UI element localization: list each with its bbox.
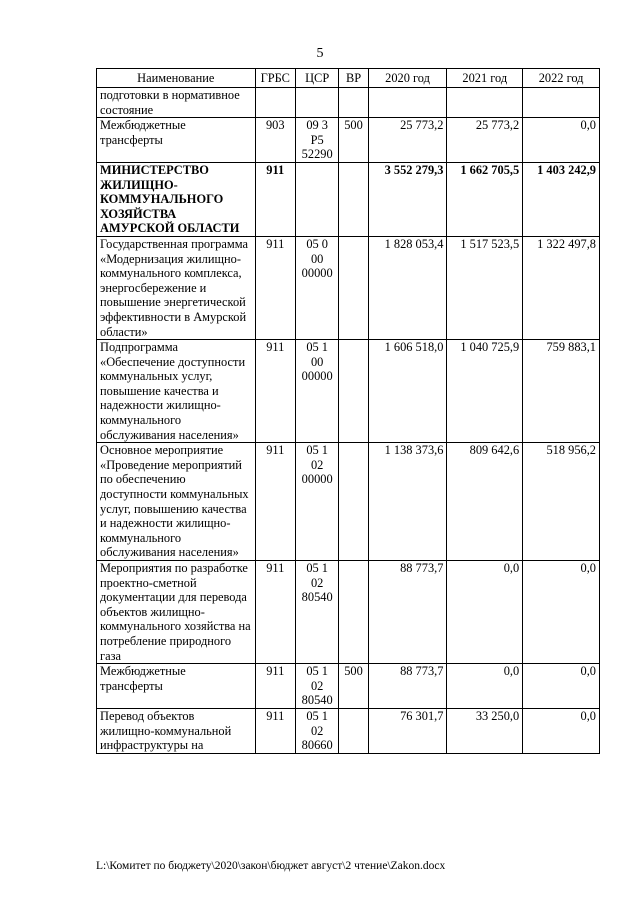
cell-2022	[523, 88, 600, 118]
cell-2022: 1 403 242,9	[523, 162, 600, 236]
cell-2021: 1 517 523,5	[447, 236, 523, 339]
table-row	[97, 88, 600, 118]
table-row	[97, 162, 600, 236]
cell-grbs: 903	[255, 118, 295, 163]
cell-2020: 1 138 373,6	[368, 443, 447, 561]
cell-name: Мероприятия по разработке проектно-сметной документации для перевода объектов жилищно-коммунального хозяйства на потребление природного газа	[97, 561, 256, 664]
cell-csr: 05 1 00 00000	[295, 340, 338, 443]
header-2022: 2022 год	[523, 69, 600, 88]
cell-csr: 05 1 02 00000	[295, 443, 338, 561]
cell-2020: 3 552 279,3	[368, 162, 447, 236]
cell-2022: 0,0	[523, 561, 600, 664]
cell-csr: 05 1 02 80540	[295, 664, 338, 709]
cell-grbs: 911	[255, 162, 295, 236]
cell-csr: 05 1 02 80540	[295, 561, 338, 664]
cell-grbs: 911	[255, 340, 295, 443]
cell-name: Подпрограмма «Обеспечение доступности коммунальных услуг, повышение качества и надежности жилищно-коммунального обслуживания населения»	[97, 340, 256, 443]
cell-name: МИНИСТЕРСТВО ЖИЛИЩНО-КОММУНАЛЬНОГО ХОЗЯЙСТВА АМУРСКОЙ ОБЛАСТИ	[97, 162, 256, 236]
cell-vr: 500	[339, 664, 368, 709]
table-row	[97, 340, 600, 443]
cell-2021: 1 662 705,5	[447, 162, 523, 236]
table-row	[97, 708, 600, 753]
cell-2021: 33 250,0	[447, 708, 523, 753]
cell-2021	[447, 88, 523, 118]
cell-2020: 88 773,7	[368, 664, 447, 709]
cell-2020: 1 828 053,4	[368, 236, 447, 339]
cell-grbs: 911	[255, 443, 295, 561]
cell-csr	[295, 162, 338, 236]
header-name: Наименование	[97, 69, 256, 88]
cell-2022: 0,0	[523, 708, 600, 753]
header-grbs: ГРБС	[255, 69, 295, 88]
table-row	[97, 118, 600, 163]
header-csr: ЦСР	[295, 69, 338, 88]
header-2020: 2020 год	[368, 69, 447, 88]
cell-2022: 518 956,2	[523, 443, 600, 561]
header-vr: ВР	[339, 69, 368, 88]
cell-grbs	[255, 88, 295, 118]
cell-grbs: 911	[255, 664, 295, 709]
cell-2020	[368, 88, 447, 118]
cell-2022: 0,0	[523, 664, 600, 709]
cell-vr: 500	[339, 118, 368, 163]
footer-file-path: L:\Комитет по бюджету\2020\закон\бюджет август\2 чтение\Zakon.docx	[96, 860, 446, 872]
cell-vr	[339, 162, 368, 236]
cell-2021: 25 773,2	[447, 118, 523, 163]
cell-2021: 0,0	[447, 664, 523, 709]
cell-2022: 0,0	[523, 118, 600, 163]
table-body	[97, 88, 600, 754]
cell-2021: 1 040 725,9	[447, 340, 523, 443]
cell-2022: 1 322 497,8	[523, 236, 600, 339]
cell-name: Межбюджетные трансферты	[97, 118, 256, 163]
table-header-row	[97, 69, 600, 88]
cell-vr	[339, 88, 368, 118]
table-row	[97, 664, 600, 709]
budget-table	[96, 68, 600, 754]
cell-name: Государственная программа «Модернизация жилищно-коммунального комплекса, энергосбережение и повышение энергетической эффективности в Амурской области»	[97, 236, 256, 339]
cell-2021: 0,0	[447, 561, 523, 664]
page-number: 5	[316, 46, 324, 61]
table-row	[97, 561, 600, 664]
cell-csr: 05 0 00 00000	[295, 236, 338, 339]
cell-vr	[339, 340, 368, 443]
cell-2020: 88 773,7	[368, 561, 447, 664]
cell-grbs: 911	[255, 236, 295, 339]
table-row	[97, 443, 600, 561]
cell-vr	[339, 443, 368, 561]
cell-name: Основное мероприятие «Проведение мероприятий по обеспечению доступности коммунальных услуг, повышению качества и надежности жилищно-коммунального обслуживания населения»	[97, 443, 256, 561]
cell-2020: 25 773,2	[368, 118, 447, 163]
cell-vr	[339, 236, 368, 339]
cell-csr: 05 1 02 80660	[295, 708, 338, 753]
cell-name: подготовки в нормативное состояние	[97, 88, 256, 118]
cell-2022: 759 883,1	[523, 340, 600, 443]
cell-csr: 09 3 P5 52290	[295, 118, 338, 163]
cell-grbs: 911	[255, 561, 295, 664]
cell-2021: 809 642,6	[447, 443, 523, 561]
header-2021: 2021 год	[447, 69, 523, 88]
table-row	[97, 236, 600, 339]
cell-name: Перевод объектов жилищно-коммунальной инфраструктуры на	[97, 708, 256, 753]
cell-name: Межбюджетные трансферты	[97, 664, 256, 709]
cell-2020: 76 301,7	[368, 708, 447, 753]
cell-2020: 1 606 518,0	[368, 340, 447, 443]
cell-grbs: 911	[255, 708, 295, 753]
cell-csr	[295, 88, 338, 118]
cell-vr	[339, 708, 368, 753]
cell-vr	[339, 561, 368, 664]
